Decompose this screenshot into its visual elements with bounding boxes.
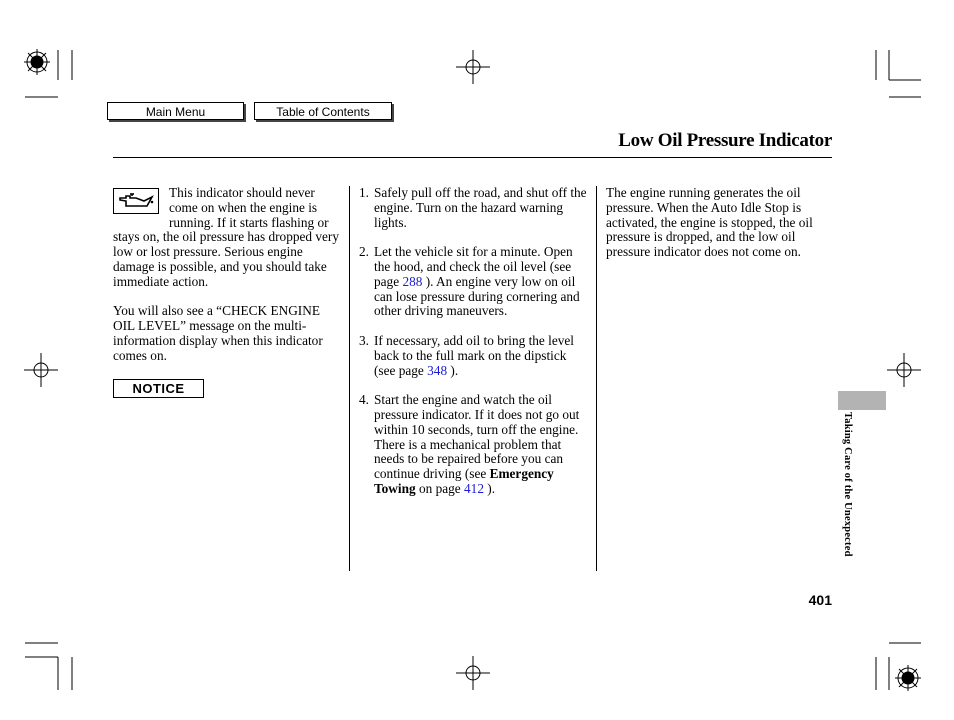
title-rule <box>113 157 832 158</box>
table-of-contents-button[interactable]: Table of Contents <box>254 102 392 120</box>
page-link-288[interactable]: 288 <box>402 273 423 289</box>
oil-can-icon <box>113 188 159 214</box>
column-middle <box>359 186 589 512</box>
notice-button[interactable]: NOTICE <box>113 379 204 398</box>
column-divider <box>349 186 350 571</box>
registration-target-icon <box>895 665 921 691</box>
auto-idle-stop-note: The engine running generates the oil pressure. When the Auto Idle Stop is activated, the engine is stopped, the oil pressure is dropped, and the low oil pressure indicator does not come on. <box>606 185 813 260</box>
emergency-towing-reference: Emergency Towing <box>374 466 554 496</box>
registration-target-icon <box>24 49 50 75</box>
list-item: 1. Safely pull off the road, and shut off the engine. Turn on the hazard warning lights. <box>359 185 587 230</box>
list-item: 4. Start the engine and watch the oil pressure indicator. If it does not go out within 10 seconds, turn off the engine. There is a mechanical problem that needs to be repaired before you can continue driving (see Emergency Towing on page 412 ). <box>359 392 580 496</box>
column-right <box>606 186 834 275</box>
list-item: 3. If necessary, add oil to bring the level back to the full mark on the dipstick (see page 348 ). <box>359 332 574 378</box>
page-title: Low Oil Pressure Indicator <box>618 130 832 151</box>
crosshair-icon <box>887 353 921 387</box>
indicator-description: This indicator should never come on when the engine is running. If it starts flashing or stays on, the oil pressure has dropped very low or lost pressure. Serious engine damage is possible, and you should take immediate action. <box>113 185 339 289</box>
main-menu-button[interactable]: Main Menu <box>107 102 244 120</box>
page-link-412[interactable]: 412 <box>464 480 484 496</box>
column-left <box>113 186 341 378</box>
section-tab[interactable] <box>838 391 886 410</box>
crosshair-icon <box>456 50 490 84</box>
crosshair-icon <box>24 353 58 387</box>
page-number: 401 <box>808 592 832 608</box>
crosshair-icon <box>456 656 490 690</box>
message-description: You will also see a “CHECK ENGINE OIL LEVEL” message on the multi-information display when this indicator comes on. <box>113 303 323 363</box>
page-link-348[interactable]: 348 <box>427 362 448 378</box>
column-divider <box>596 186 597 571</box>
section-label: Taking Care of the Unexpected <box>842 412 853 557</box>
list-item: 2. Let the vehicle sit for a minute. Open the hood, and check the oil level (see page 288 ). An engine very low on oil can lose pressure during cornering and other driving maneuvers. <box>359 244 580 319</box>
